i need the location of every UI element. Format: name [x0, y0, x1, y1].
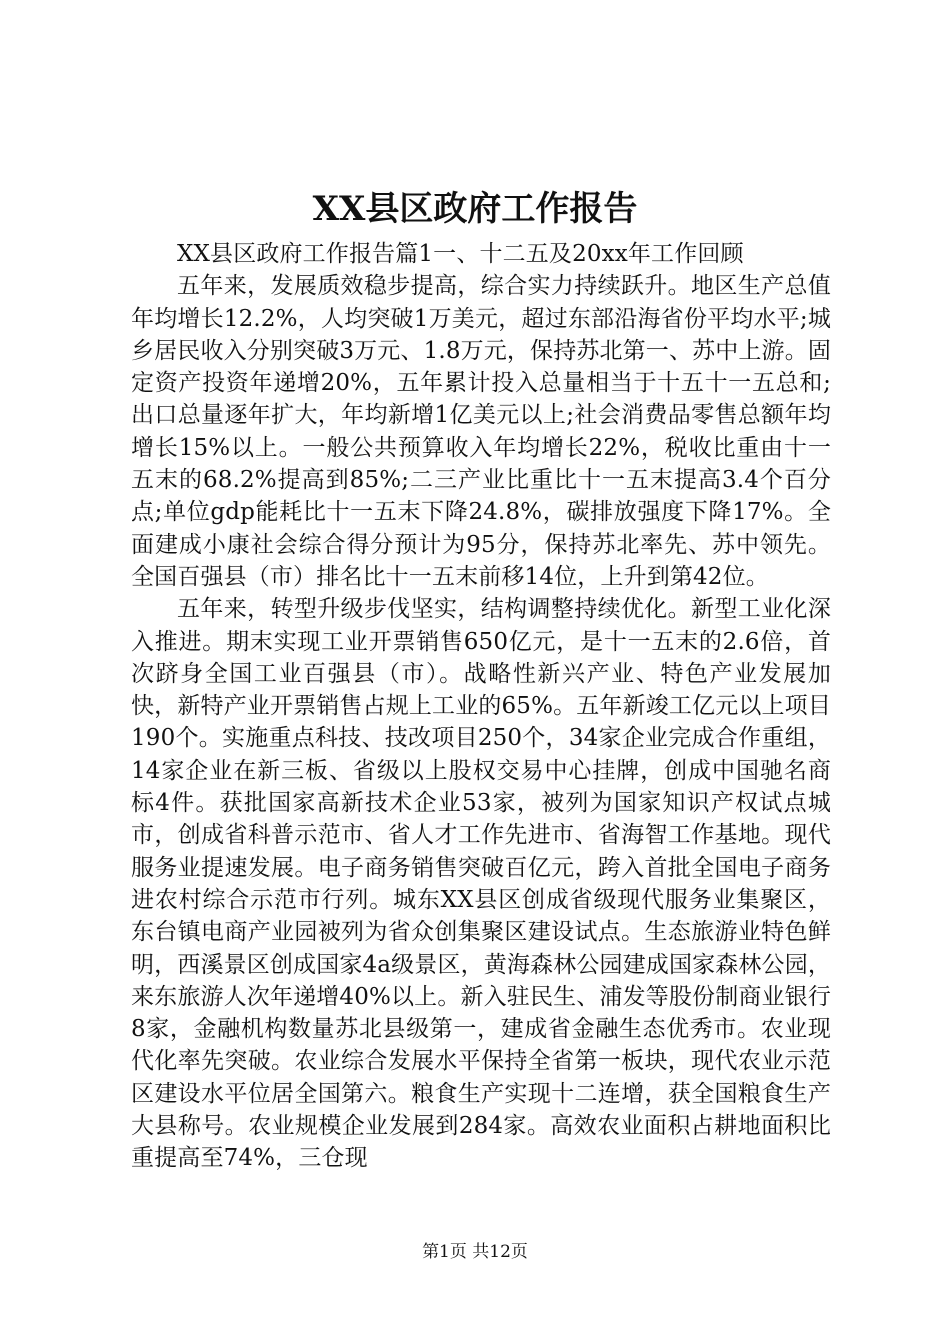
paragraph-intro: XX县区政府工作报告篇1一、十二五及20xx年工作回顾 — [177, 241, 744, 267]
document-body — [131, 238, 831, 1175]
page-number-footer: 第1页 共12页 — [422, 1242, 528, 1262]
paragraph-development: 五年来，发展质效稳步提高，综合实力持续跃升。地区生产总值年均增长12.2%，人均突破1万美元，超过东部沿海省份平均水平;城乡居民收入分别突破3万元、1.8万元，保持苏北第一、苏中上游。固定资产投资年递增20%，五年累计投入总量相当于十五十一五总和;出口总量逐年扩大，年均新增1亿美元以上;社会消费品零售总额年均增长15%以上。一般公共预算收入年均增长22%，税收比重由十一五末的68.2%提高到85%;二三产业比重比十一五末提高3.4个百分点;单位gdp能耗比十一五末下降24.8%，碳排放强度下降17%。全面建成小康社会综合得分预计为95分，保持苏北率先、苏中领先。全国百强县（市）排名比十一五末前移14位，上升到第42位。 — [131, 273, 832, 590]
paragraph-transformation: 五年来，转型升级步伐坚实，结构调整持续优化。新型工业化深入推进。期末实现工业开票销售650亿元，是十一五末的2.6倍，首次跻身全国工业百强县（市）。战略性新兴产业、特色产业发展加快，新特产业开票销售占规上工业的65%。五年新竣工亿元以上项目190个。实施重点科技、技改项目250个，34家企业完成合作重组，14家企业在新三板、省级以上股权交易中心挂牌，创成中国驰名商标4件。获批国家高新技术企业53家，被列为国家知识产权试点城市，创成省科普示范市、省人才工作先进市、省海智工作基地。现代服务业提速发展。电子商务销售突破百亿元，跨入首批全国电子商务进农村综合示范市行列。城东XX县区创成省级现代服务业集聚区，东台镇电商产业园被列为省众创集聚区建设试点。生态旅游业特色鲜明，西溪景区创成国家4a级景区，黄海森林公园建成国家森林公园，来东旅游人次年递增40%以上。新入驻民生、浦发等股份制商业银行8家，金融机构数量苏北县级第一，建成省金融生态优秀市。农业现代化率先突破。农业综合发展水平保持全省第一板块，现代农业示范区建设水平位居全国第六。粮食生产实现十二连增，获全国粮食生产大县称号。农业规模企业发展到284家。高效农业面积占耕地面积比重提高至74%，三仓现 — [131, 596, 831, 1172]
document-title: XX县区政府工作报告 — [312, 189, 638, 229]
